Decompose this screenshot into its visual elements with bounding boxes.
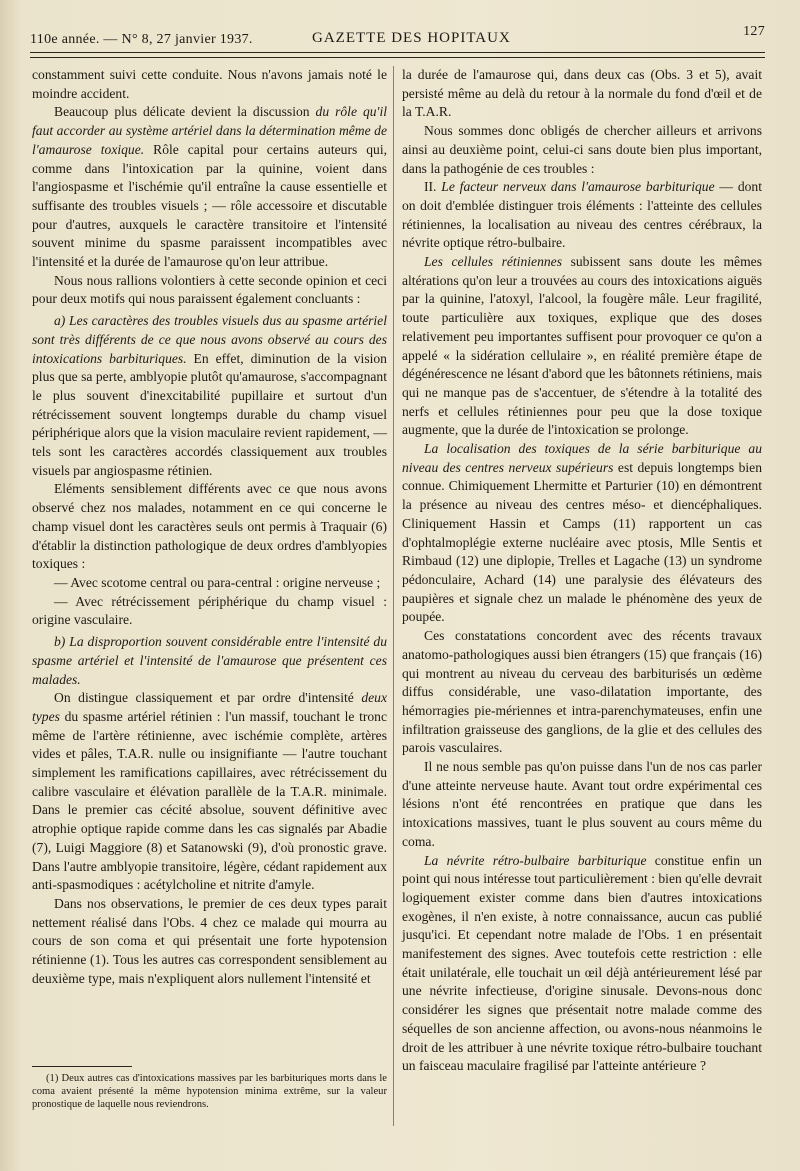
paragraph: Nous nous rallions volontiers à cette seconde opinion et ceci pour deux motifs qui nous paraissent également concluants :	[32, 272, 387, 307]
header-rule-thick	[30, 52, 765, 53]
paragraph: Eléments sensiblement différents avec ce que nous avons observé chez nos malades, notamment en ce qui concerne le champ visuel dont les caractères seuls ont permis à Traquair (6) d'établir la distinction pathologique de deux ordres d'amblyopies toxiques :	[32, 481, 387, 572]
italic-run: b) La disproportion souvent considérable entre l'intensité du spasme artériel et l'intensité de l'amaurose que présentent ces malades.	[32, 634, 387, 687]
page-number: 127	[743, 24, 765, 39]
text-run: Beaucoup plus délicate devient la discussion	[54, 104, 316, 120]
text-run: subissent sans doute les mêmes altérations qu'on leur a trouvées au cours des intoxications aiguës par la quinine, l'atoxyl, l'alcool, la fougère mâle. Leur fragilité, toute particulière aux toxiques, explique que des doses relativement peu importantes suffisent pour provoquer ce qu'on a appelé « la sidération cellulaire », en réalité première étape de dégénérescence ne lésant d'abord que les bâtonnets rétiniens, mais qui ne manque pas de s'accentuer, de s'étendre à la totalité des nerfs et cellules rétiniennes pour peu que la dose toxique augmente, que la durée de l'intoxication se prolonge.	[402, 254, 762, 438]
journal-title: GAZETTE DES HOPITAUX	[312, 30, 511, 46]
list-item: — Avec rétrécissement périphérique du champ visuel : origine vasculaire.	[32, 593, 387, 628]
text-run: En effet, diminution de la vision plus que sa perte, amblyopie plutôt qu'amaurose, s'accompagnant le plus souvent d'inexcitabilité pupillaire et surtout d'un rétrécissement souvent longtemps durable du champ visuel périphérique alors que la vision maculaire revient rapidement, — tels sont les caractères accordés classiquement aux troubles visuels par angiospasme rétinien.	[32, 350, 387, 478]
italic-run: La localisation des toxiques de la série barbiturique au niveau des centres nerveux supérieurs	[402, 441, 762, 475]
text-run: On distingue classiquement et par ordre d'intensité	[54, 690, 362, 706]
paragraph: Ces constatations concordent avec des récents travaux anatomo-pathologiques aussi bien étrangers (15) que français (16) qui montrent au niveau du cerveau des barbiturisés un œdème diffus considérable, une vaso-dilatation importante, des hémorragies pie-mériennes et intra-parenchymateuses, enfin une infiltration graisseuse des ganglions, de la glie et des cellules des parois vasculaires.	[402, 628, 762, 756]
right-column	[402, 66, 762, 1076]
issue-info: 110e année. — N° 8, 27 janvier 1937.	[30, 32, 253, 47]
column-divider	[393, 66, 394, 1126]
paragraph	[32, 103, 387, 271]
paragraph: la durée de l'amaurose qui, dans deux cas (Obs. 3 et 5), avait persisté même au delà du retour à la normale du fond d'œil et de la T.A.R.	[402, 67, 762, 120]
paragraph	[32, 312, 387, 480]
text-run: du spasme artériel rétinien : l'un massif, touchant le tronc même de l'artère rétinienne, avec ischémie complète, artères vides et pâles, T.A.R. nulle ou insignifiante — l'autre touchant simplement les ramifications capillaires, avec rétrécissement du calibre vasculaire et élévation parallèle de la T.A.R. minimale. Dans le premier cas cécité absolue, souvent définitive avec atrophie optique rapide comme dans les cas signalés par Abadie (7), Luigi Maggiore (8) et Satanowski (9), d'où pronostic grave. Dans l'autre amblyopie transitoire, légère, cédant rapidement aux anti-spasmodiques : acétylcholine et nitrite d'amyle.	[32, 708, 387, 893]
paragraph: Nous sommes donc obligés de chercher ailleurs et arrivons ainsi au deuxième point, celui-ci sans doute bien plus important, dans la pathogénie de ces troubles :	[402, 123, 762, 176]
left-column	[32, 66, 387, 988]
italic-run: Le facteur nerveux dans l'amaurose barbiturique	[441, 179, 715, 195]
text-run: est depuis longtemps bien connue. Chimiquement Lhermitte et Parturier (10) en démontrent la présence au niveau des centres méso- et diencéphaliques. Cliniquement Hassin et Camps (11) rapportent un cas d'ophtalmoplégie externe nucléaire avec ptosis, Mlle Sentis et Rimbaud (12) une diplopie, Trelles et Lagache (13) un syndrome pédonculaire, Achard (14) une paralysie des élévateurs des paupières et signale chez un malade le phénomène des yeux de poupée.	[402, 459, 762, 625]
italic-run: deux types	[32, 690, 387, 724]
italic-run: a) Les caractères des troubles visuels dus au spasme artériel sont très différents de ce que nous avons observé au cours des intoxications barbituriques.	[32, 313, 387, 366]
paragraph	[402, 852, 762, 1076]
italic-run: Les cellules rétiniennes	[424, 254, 562, 270]
paragraph	[32, 689, 387, 895]
footnote-text: (1) Deux autres cas d'intoxications massives par les barbituriques morts dans le coma avaient présenté la même hypotension minima extrême, sur la valeur pronostique de laquelle nous reviendrons.	[32, 1073, 387, 1110]
text-run: II.	[424, 179, 442, 195]
italic-run: La névrite rétro-bulbaire barbiturique	[424, 852, 647, 868]
paragraph	[402, 253, 762, 440]
paragraph: constamment suivi cette conduite. Nous n'avons jamais noté le moindre accident.	[32, 67, 387, 101]
footnote-rule	[32, 1066, 132, 1067]
list-item: — Avec scotome central ou para-central : origine nerveuse ;	[54, 574, 381, 590]
text-run: — dont on doit d'emblée distinguer trois éléments : l'atteinte des cellules rétiniennes, la localisation au niveau des centres cérébraux, la névrite optique rétro-bulbaire.	[402, 179, 762, 251]
header-rule-thin	[30, 57, 765, 58]
paragraph	[32, 633, 387, 689]
paragraph: Dans nos observations, le premier de ces deux types parait nettement réalisé dans l'Obs. 4 chez ce malade qui mourra au cours de son coma et qui présentait une forte hypotension rétinienne (1). Tous les autres cas correspondent sensiblement au deuxième type, mais n'expliquent alors nullement l'intensité et	[32, 895, 387, 986]
paragraph	[402, 440, 762, 627]
text-run: constitue enfin un point qui nous intéresse tout particulièrement : bien qu'elle devrait logiquement exister comme dans bien d'autres intoxications exogènes, il n'en existe, à notre connaissance, aucun cas publié jusqu'ici. Et cependant notre malade de l'Obs. 1 en présentait manifestement des signes. Avec toutefois cette restriction : elle était unilatérale, elle touchait un œil déjà antérieurement lésé par une névrite infectieuse, d'origine sinusale. Devons-nous donc considérer les signes que présentait notre malade comme des séquelles de son ancienne affection, ou avons-nous néanmoins le droit de les attribuer à une névrite toxique rétro-bulbaire touchant un faisceau maculaire fragilisé par l'atteinte antérieure ?	[402, 852, 762, 1074]
footnote	[32, 1072, 387, 1111]
running-header	[30, 24, 765, 52]
paragraph	[402, 178, 762, 253]
text-run: Rôle capital pour certains auteurs qui, comme dans l'intoxication par la quinine, voient dans l'angiospasme et l'ischémie qu'il entraîne la cause essentielle et suffisante des troubles visuels ; — rôle accessoire et discutable pour d'autres, auxquels le caractère transitoire et l'intensité souvent minime du spasme paraissent incompatibles avec l'intensité et la durée de l'amaurose qu'on leur attribue.	[32, 141, 387, 270]
italic-run: du rôle qu'il faut accorder au système artériel dans la détermination même de l'amaurose toxique.	[32, 104, 388, 157]
paragraph: Il ne nous semble pas qu'on puisse dans l'un de nos cas parler d'une atteinte nerveuse haute. Avant tout ordre expérimental ces lésions n'ont été rencontrées en pratique que dans les intoxications massives, tuant le plus souvent au cours même du coma.	[402, 759, 762, 849]
